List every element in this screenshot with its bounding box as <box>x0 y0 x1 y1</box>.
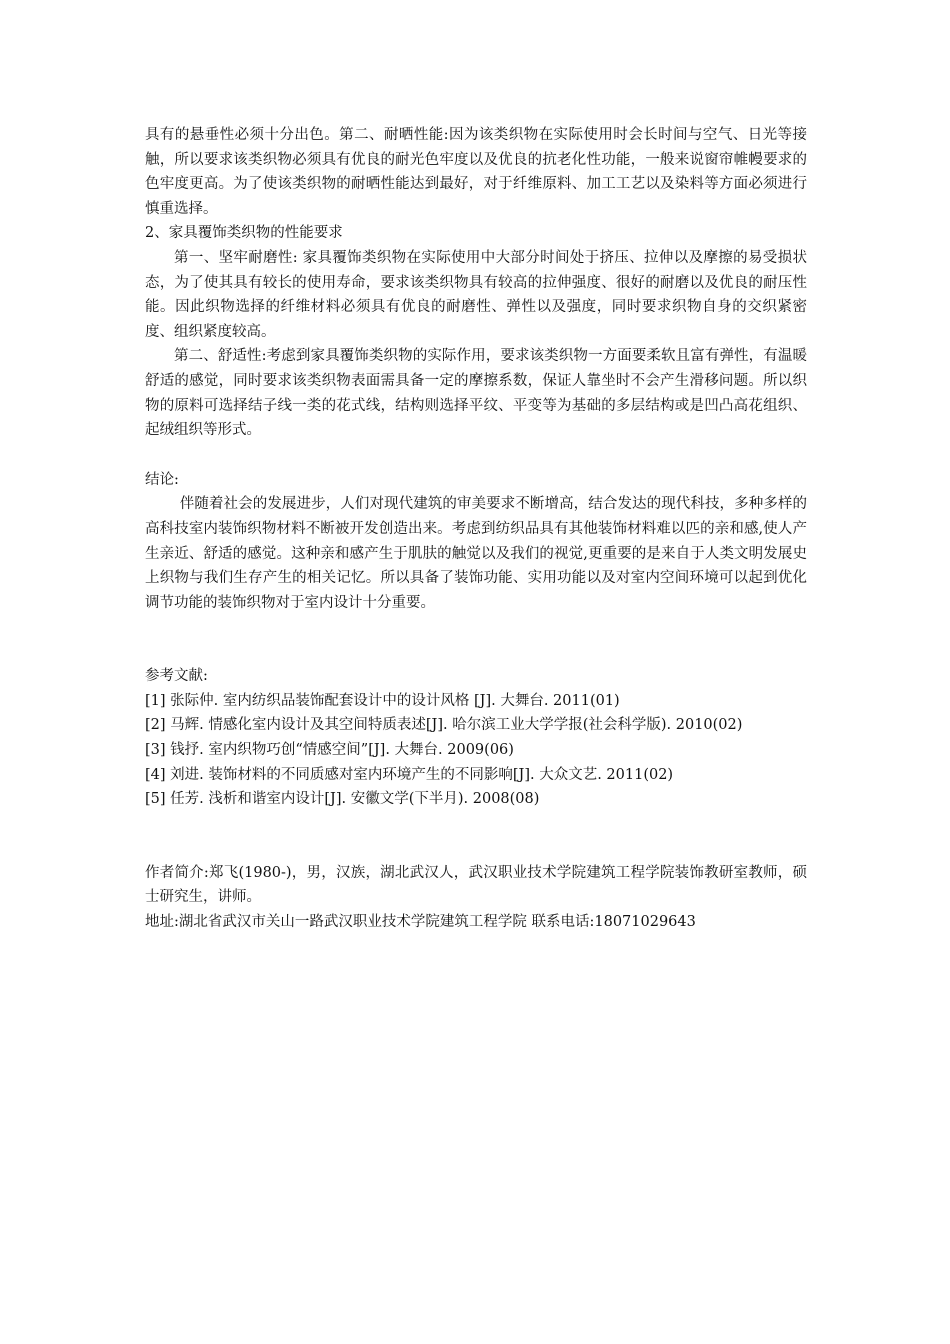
body-paragraph-durability: 第一、坚牢耐磨性: 家具覆饰类织物在实际使用中大部分时间处于挤压、拉伸以及摩擦的易受损状态，为了使其具有较长的使用寿命，要求该类织物具有较高的拉伸强度、很好的耐磨以及优良的耐压性能。因此织物选择的纤维材料必须具有优良的耐磨性、弹性以及强度，同时要求织物自身的交织紧密度、组织紧度较高。 <box>145 249 807 340</box>
reference-item: [5] 任芳. 浅析和谐室内设计[J]. 安徽文学(下半月). 2008(08) <box>145 791 540 808</box>
reference-item: [2] 马辉. 情感化室内设计及其空间特质表述[J]. 哈尔滨工业大学学报(社会科学版). 2010(02) <box>145 717 743 734</box>
body-paragraph-comfort: 第二、舒适性:考虑到家具覆饰类织物的实际作用，要求该类织物一方面要柔软且富有弹性，有温暖舒适的感觉，同时要求该类织物表面需具备一定的摩擦系数，保证人靠坐时不会产生滑移问题。所以织物的原料可选择结子线一类的花式线，结构则选择平纹、平变等为基础的多层结构或是凹凸高花组织、起绒组织等形式。 <box>145 348 807 439</box>
spacer <box>145 812 807 861</box>
reference-item: [1] 张际仲. 室内纺织品装饰配套设计中的设计风格 [J]. 大舞台. 2011(01) <box>145 692 620 709</box>
reference-item: [3] 钱抒. 室内织物巧创“情感空间”[J]. 大舞台. 2009(06) <box>145 742 514 759</box>
author-address: 地址:湖北省武汉市关山一路武汉职业技术学院建筑工程学院 联系电话:18071029643 <box>145 914 696 931</box>
spacer <box>145 615 807 664</box>
reference-item: [4] 刘进. 装饰材料的不同质感对室内环境产生的不同影响[J]. 大众文艺. 2011(02) <box>145 766 674 783</box>
document-page <box>145 123 807 935</box>
spacer <box>145 443 807 468</box>
author-bio: 作者简介:郑飞(1980-)，男，汉族，湖北武汉人，武汉职业技术学院建筑工程学院装饰教研室教师，硕士研究生，讲师。 <box>145 864 807 906</box>
intro-paragraph: 具有的悬垂性必须十分出色。第二、耐晒性能:因为该类织物在实际使用时会长时间与空气、日光等接触，所以要求该类织物必须具有优良的耐光色牢度以及优良的抗老化性功能，一般来说窗帘帷幔要求的色牢度更高。为了使该类织物的耐晒性能达到最好，对于纤维原料、加工工艺以及染料等方面必须进行慎重选择。 <box>145 127 807 217</box>
conclusion-paragraph: 伴随着社会的发展进步，人们对现代建筑的审美要求不断增高，结合发达的现代科技，多种多样的高科技室内装饰织物材料不断被开发创造出来。考虑到纺织品具有其他装饰材料难以匹的亲和感,使人产生亲近、舒适的感觉。这种亲和感产生于肌肤的触觉以及我们的视觉,更重要的是来自于人类文明发展史上织物与我们生存产生的相关记忆。所以具备了装饰功能、实用功能以及对室内空间环境可以起到优化调节功能的装饰织物对于室内设计十分重要。 <box>145 496 807 611</box>
reference-list <box>145 689 807 812</box>
references-heading: 参考文献: <box>145 668 208 685</box>
conclusion-heading: 结论: <box>145 471 179 488</box>
section-heading: 2、家具覆饰类织物的性能要求 <box>145 225 343 242</box>
